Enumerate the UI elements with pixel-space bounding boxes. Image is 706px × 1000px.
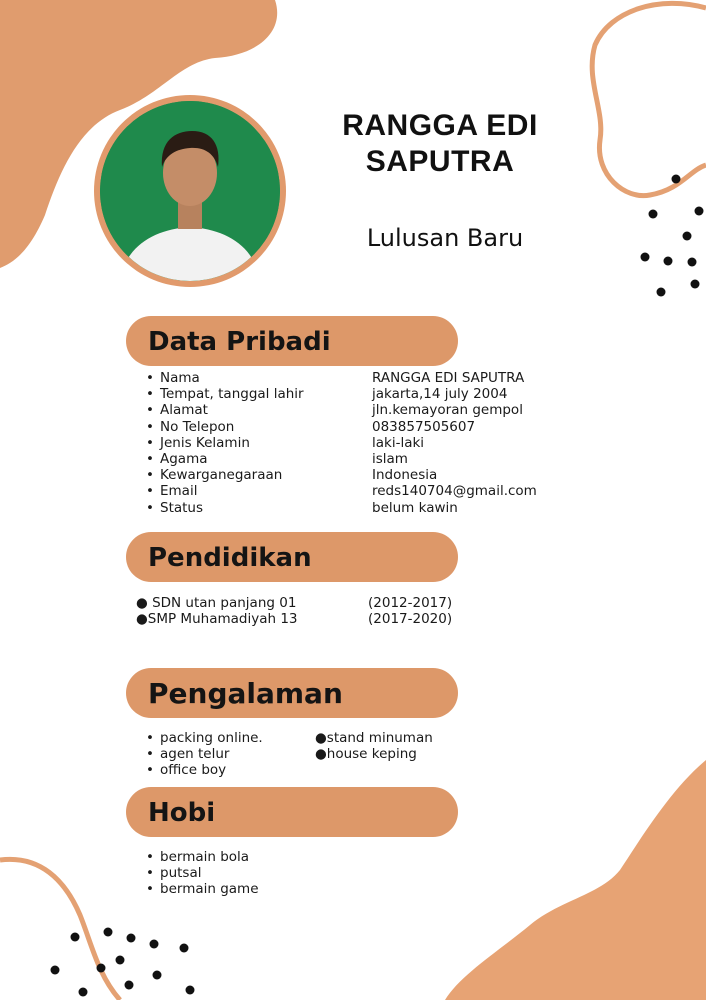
section-title-experience: Pengalaman (148, 677, 343, 710)
person-silhouette-icon (100, 101, 280, 281)
hobby-item: • putsal (146, 865, 259, 881)
bottom-right-blob (445, 760, 706, 1000)
experience-list-1 (146, 730, 263, 779)
name-line-1: RANGGA EDI (342, 109, 538, 142)
section-title-hobbies: Hobi (148, 798, 216, 828)
name-line-2: SAPUTRA (365, 145, 515, 178)
personal-labels (146, 370, 304, 516)
hobby-item: • bermain bola (146, 849, 259, 865)
field-value: reds140704@gmail.com (372, 483, 537, 500)
full-name (300, 108, 580, 180)
job-title: Lulusan Baru (366, 224, 524, 252)
field-value: jln.kemayoran gempol (372, 402, 523, 419)
field-label: • Status (146, 500, 304, 516)
field-label: • Agama (146, 451, 304, 467)
bottom-left-outline (0, 859, 120, 1000)
field-label: • Nama (146, 370, 304, 386)
education-school: ●SMP Muhamadiyah 13 (136, 611, 298, 627)
section-header-experience (126, 668, 458, 718)
section-header-hobbies (126, 787, 458, 837)
hobby-item: • bermain game (146, 881, 259, 897)
field-value: 083857505607 (372, 418, 476, 435)
field-value: RANGGA EDI SAPUTRA (372, 370, 525, 386)
field-label: • Jenis Kelamin (146, 435, 304, 451)
experience-item: • agen telur (146, 746, 263, 762)
field-label: • Kewarganegaraan (146, 467, 304, 483)
field-label: • Email (146, 483, 304, 499)
field-value: islam (372, 450, 408, 467)
hobbies-list (146, 849, 259, 898)
education-school: ● SDN utan panjang 01 (136, 595, 297, 611)
section-header-personal (126, 316, 458, 366)
profile-photo (100, 101, 280, 281)
experience-item: • packing online. (146, 730, 263, 746)
experience-item: ●house keping (315, 746, 417, 763)
section-title-education: Pendidikan (148, 543, 312, 573)
top-right-outline (592, 3, 706, 195)
section-header-education (126, 532, 458, 582)
field-value: laki-laki (372, 434, 425, 451)
field-label: • Tempat, tanggal lahir (146, 386, 304, 402)
field-value: Indonesia (372, 467, 438, 484)
experience-item: • office boy (146, 762, 263, 778)
field-value: belum kawin (372, 499, 458, 516)
personal-values (372, 370, 537, 516)
experience-item: ●stand minuman (315, 730, 433, 746)
education-years: (2012-2017) (368, 595, 453, 611)
field-label: • Alamat (146, 402, 304, 418)
field-value: jakarta,14 july 2004 (372, 386, 508, 403)
dots-bottom-left (51, 928, 195, 997)
field-label: • No Telepon (146, 419, 304, 435)
experience-list-2 (315, 730, 433, 762)
section-title-personal: Data Pribadi (148, 327, 331, 357)
profile-photo-frame (94, 95, 286, 287)
education-years: (2017-2020) (368, 611, 453, 627)
